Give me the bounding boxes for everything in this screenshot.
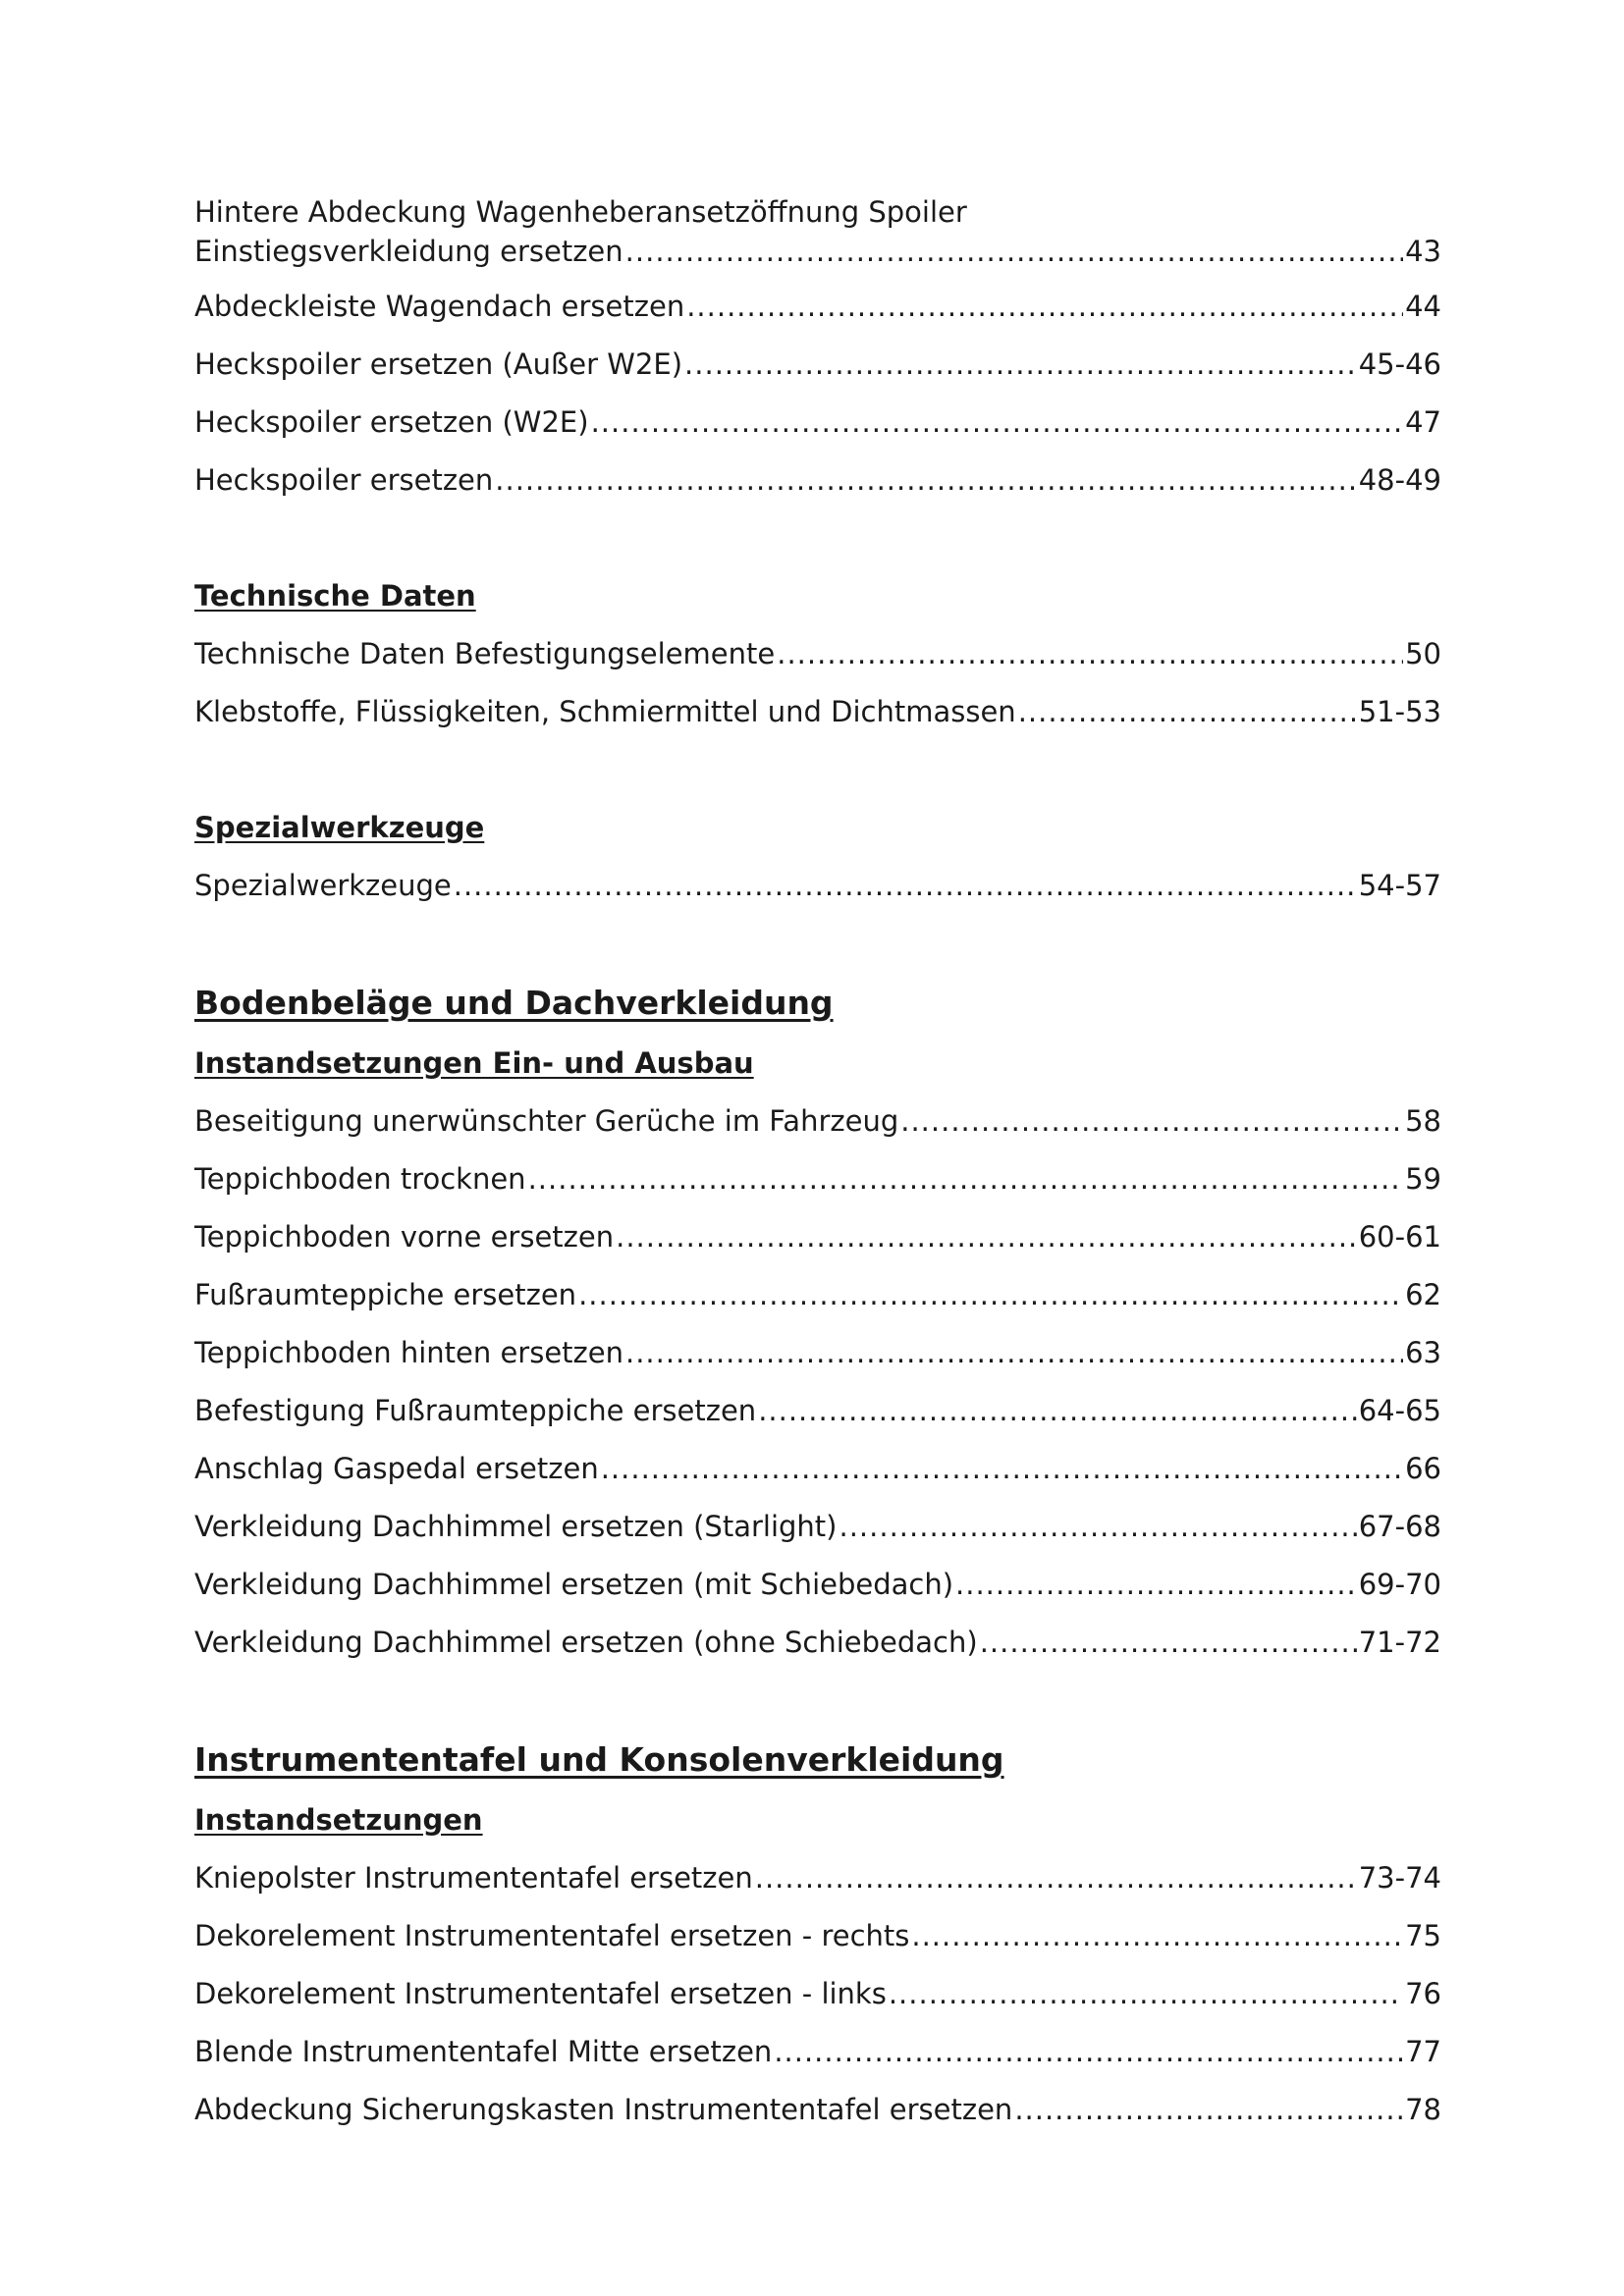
toc-entry-page: 64-65 xyxy=(1358,1394,1441,1427)
toc-entry xyxy=(194,692,1441,731)
toc-entry-title: Dekorelement Instrumententafel ersetzen - links xyxy=(194,1977,887,2010)
dot-leader xyxy=(839,1507,1357,1546)
toc-entry xyxy=(194,1275,1441,1314)
toc-entry-page: 51-53 xyxy=(1358,695,1441,728)
toc-entry xyxy=(194,402,1441,442)
dot-leader xyxy=(980,1623,1357,1662)
toc-entry-page: 63 xyxy=(1405,1336,1441,1369)
toc-entry xyxy=(194,1507,1441,1546)
toc-entry-page: 73-74 xyxy=(1358,1861,1441,1895)
toc-entry-title: Abdeckung Sicherungskasten Instrumententafel ersetzen xyxy=(194,2093,1013,2126)
toc-entry-page: 67-68 xyxy=(1358,1510,1441,1543)
dot-leader xyxy=(454,866,1357,905)
toc-entry-title: Anschlag Gaspedal ersetzen xyxy=(194,1452,599,1485)
toc-entry xyxy=(194,1159,1441,1199)
dot-leader xyxy=(528,1159,1404,1199)
toc-entry-page: 66 xyxy=(1405,1452,1441,1485)
toc-entry-title: Heckspoiler ersetzen (W2E) xyxy=(194,405,589,439)
section-heading-instandsetzungen-ein-ausbau: Instandsetzungen Ein- und Ausbau xyxy=(194,1046,754,1080)
toc-entry-page: 78 xyxy=(1405,2093,1441,2126)
toc-entry-page: 48-49 xyxy=(1358,463,1441,497)
toc-entry xyxy=(194,1623,1441,1662)
toc-entry-page: 75 xyxy=(1405,1919,1441,1952)
toc-entry-title: Verkleidung Dachhimmel ersetzen (mit Schiebedach) xyxy=(194,1568,954,1601)
toc-entry xyxy=(194,287,1441,326)
toc-entry-page: 69-70 xyxy=(1358,1568,1441,1601)
toc-entry xyxy=(194,345,1441,384)
section-heading-instandsetzungen: Instandsetzungen xyxy=(194,1803,483,1837)
toc-entry-title: Heckspoiler ersetzen (Außer W2E) xyxy=(194,347,683,381)
dot-leader xyxy=(591,402,1404,442)
toc-entry-title: Teppichboden trocknen xyxy=(194,1162,526,1196)
dot-leader xyxy=(900,1101,1403,1141)
toc-entry xyxy=(194,1974,1441,2013)
dot-leader xyxy=(495,460,1356,500)
toc-entry-title: Abdeckleiste Wagendach ersetzen xyxy=(194,290,685,323)
toc-entry xyxy=(194,1101,1441,1141)
chapter-heading-bodenbelaege: Bodenbeläge und Dachverkleidung xyxy=(194,984,834,1022)
toc-entry-title: Teppichboden hinten ersetzen xyxy=(194,1336,623,1369)
toc-entry-page: 59 xyxy=(1405,1162,1441,1196)
toc-entry-page: 62 xyxy=(1405,1278,1441,1311)
section-heading-spezialwerkzeuge: Spezialwerkzeuge xyxy=(194,811,485,844)
dot-leader xyxy=(889,1974,1403,2013)
toc-entry-page: 43 xyxy=(1405,235,1441,268)
toc-entry-title-line1: Hintere Abdeckung Wagenheberansetzöffnung Spoiler xyxy=(194,195,967,229)
dot-leader xyxy=(777,634,1403,673)
section-heading-technische-daten: Technische Daten xyxy=(194,579,476,613)
toc-entry-title: Einstiegsverkleidung ersetzen xyxy=(194,235,623,268)
toc-entry xyxy=(194,1333,1441,1372)
toc-entry xyxy=(194,1217,1441,1256)
dot-leader xyxy=(684,345,1357,384)
dot-leader xyxy=(601,1449,1403,1488)
dot-leader xyxy=(578,1275,1403,1314)
toc-entry-page: 71-72 xyxy=(1358,1626,1441,1659)
toc-entry xyxy=(194,1858,1441,1897)
toc-entry xyxy=(194,634,1441,673)
toc-entry-page: 58 xyxy=(1405,1104,1441,1138)
toc-entry-title: Heckspoiler ersetzen xyxy=(194,463,494,497)
toc-entry-page: 47 xyxy=(1405,405,1441,439)
toc-entry xyxy=(194,866,1441,905)
toc-entry xyxy=(194,1916,1441,1955)
dot-leader xyxy=(616,1217,1357,1256)
toc-entry xyxy=(194,460,1441,500)
dot-leader xyxy=(955,1565,1357,1604)
toc-entry-title: Befestigung Fußraumteppiche ersetzen xyxy=(194,1394,757,1427)
dot-leader xyxy=(758,1391,1357,1430)
toc-entry-page: 45-46 xyxy=(1358,347,1441,381)
dot-leader xyxy=(625,1333,1403,1372)
dot-leader xyxy=(774,2032,1403,2071)
toc-entry xyxy=(194,1391,1441,1430)
toc-entry-title: Fußraumteppiche ersetzen xyxy=(194,1278,577,1311)
toc-entry-title: Dekorelement Instrumententafel ersetzen - rechts xyxy=(194,1919,910,1952)
dot-leader xyxy=(1014,2090,1403,2129)
toc-entry xyxy=(194,1565,1441,1604)
toc-entry-title: Technische Daten Befestigungselemente xyxy=(194,637,776,670)
toc-entry-page: 76 xyxy=(1405,1977,1441,2010)
dot-leader xyxy=(625,232,1403,271)
toc-entry-page: 44 xyxy=(1405,290,1441,323)
toc-entry xyxy=(194,1449,1441,1488)
toc-entry-title: Beseitigung unerwünschter Gerüche im Fahrzeug xyxy=(194,1104,899,1138)
toc-entry xyxy=(194,192,1441,271)
chapter-heading-instrumententafel: Instrumententafel und Konsolenverkleidung xyxy=(194,1740,1004,1779)
dot-leader xyxy=(755,1858,1357,1897)
toc-entry-title: Verkleidung Dachhimmel ersetzen (ohne Schiebedach) xyxy=(194,1626,978,1659)
toc-entry xyxy=(194,2090,1441,2129)
toc-entry-title: Teppichboden vorne ersetzen xyxy=(194,1220,615,1254)
toc-entry-page: 54-57 xyxy=(1358,869,1441,902)
toc-entry xyxy=(194,2032,1441,2071)
toc-entry-page: 60-61 xyxy=(1358,1220,1441,1254)
dot-leader xyxy=(911,1916,1403,1955)
toc-entry-page: 77 xyxy=(1405,2035,1441,2068)
dot-leader xyxy=(686,287,1403,326)
dot-leader xyxy=(1018,692,1357,731)
toc-entry-page: 50 xyxy=(1405,637,1441,670)
toc-entry-title: Verkleidung Dachhimmel ersetzen (Starlight) xyxy=(194,1510,838,1543)
toc-entry-title: Blende Instrumententafel Mitte ersetzen xyxy=(194,2035,773,2068)
toc-entry-title: Kniepolster Instrumententafel ersetzen xyxy=(194,1861,753,1895)
toc-entry-title: Spezialwerkzeuge xyxy=(194,869,452,902)
toc-entry-title: Klebstoffe, Flüssigkeiten, Schmiermittel und Dichtmassen xyxy=(194,695,1016,728)
